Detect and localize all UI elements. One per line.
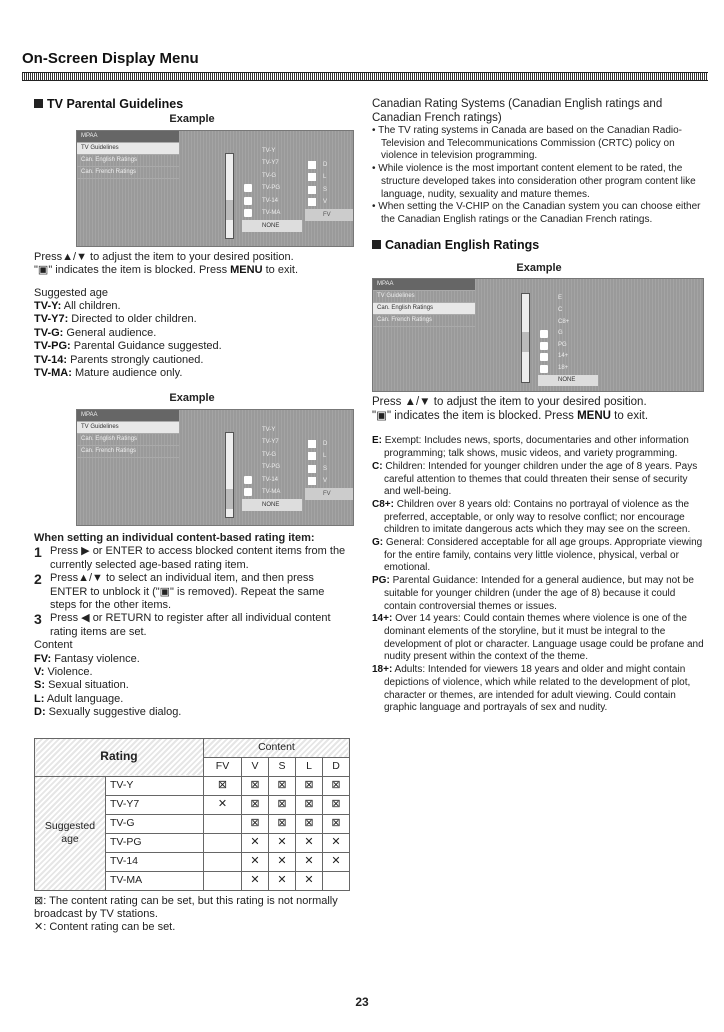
canadian-intro: Canadian Rating Systems (Canadian English ratings and Canadian French ratings) xyxy=(372,98,663,124)
step-1: 1 Press ▶ or ENTER to access blocked content items from the currently selected age-based rating item. xyxy=(34,544,346,571)
col-header: L xyxy=(296,757,323,776)
osd-menu-item: Can. English Ratings xyxy=(77,155,179,167)
square-bullet-icon xyxy=(372,240,381,249)
lock-icon xyxy=(308,465,316,473)
osd-list-item: NONE xyxy=(242,499,302,512)
osd-menu-item: MPAA xyxy=(77,410,179,422)
age-definition: TV-14: Parents strongly cautioned. xyxy=(34,353,204,366)
lock-icon xyxy=(540,353,548,361)
page-header: On-Screen Display Menu xyxy=(22,50,199,67)
rating-definition: E: Exempt: Includes news, sports, documentaries and other information programming; talk shows, music videos, and variety programming. xyxy=(372,435,689,460)
example-label: Example xyxy=(169,113,215,126)
up-down-arrows-icon: ▲/▼ xyxy=(62,250,87,263)
age-definition: TV-G: General audience. xyxy=(34,326,157,339)
osd-list-item: TV-MA xyxy=(242,207,302,220)
rating-definition: C8+: Children over 8 years old: Contains no portrayal of violence as the preferred, acceptable, or only way to resolve conflict; nor encourage children to imitate dangerous acts which they may see on the screen. xyxy=(372,498,691,536)
boxed-x-icon: ⊠ xyxy=(34,894,44,907)
up-down-arrows-icon: ▲/▼ xyxy=(404,396,431,409)
osd-list-item: TV-14 xyxy=(242,474,302,487)
lock-icon xyxy=(308,161,316,169)
press-instruction-2: Press ▲/▼ to adjust the item to your desired position. "▣" indicates the item is blocked. Press MENU to exit. xyxy=(372,396,649,422)
osd-content-item: S xyxy=(305,184,353,197)
osd-list-item: C xyxy=(558,307,563,314)
osd-slider xyxy=(521,293,530,383)
content-definition: D: Sexually suggestive dialog. xyxy=(34,706,182,719)
col-header: D xyxy=(322,757,349,776)
table-row: TV-G ⊠ ⊠ ⊠ ⊠ xyxy=(35,814,350,833)
lock-icon xyxy=(308,173,316,181)
lock-icon xyxy=(308,186,316,194)
table-note-2: ✕: Content rating can be set. xyxy=(34,921,176,934)
table-row: TV-PG ✕ ✕ ✕ ✕ xyxy=(35,833,350,852)
osd-list-item: TV-PG xyxy=(262,464,281,471)
osd-menu-item: Can. French Ratings xyxy=(77,167,179,179)
content-definition: V: Violence. xyxy=(34,665,93,678)
rating-table xyxy=(34,738,350,891)
osd-content-list xyxy=(305,438,353,501)
osd-menu-item: Can. French Ratings xyxy=(373,315,475,327)
osd-rating-list xyxy=(538,293,598,386)
right-column xyxy=(372,98,706,715)
osd-list-item: NONE xyxy=(538,375,598,387)
rating-definition: C: Children: Intended for younger children under the age of 8 years. Pays careful attention to themes that could threaten their sense of security and well-being. xyxy=(372,460,698,498)
rating-definition: 18+: Adults: Intended for viewers 18 years and older and might contain depictions of violence, which while related to the development of plot, character or themes, are intended for adult viewing. Could contain graphic language and portrayals of sex and nudity. xyxy=(372,664,691,714)
osd-menu-item: TV Guidelines xyxy=(77,422,179,434)
table-row: TV-MA ✕ ✕ ✕ xyxy=(35,871,350,890)
osd-list-item: TV-14 xyxy=(242,195,302,208)
osd-list-item: PG xyxy=(538,340,598,352)
lock-icon xyxy=(244,488,252,496)
osd-slider-knob xyxy=(226,200,233,220)
step-3: 3 Press ◀ or RETURN to register after all individual content rating items are set. xyxy=(34,611,331,638)
osd-content-item: FV xyxy=(305,209,353,222)
lock-icon xyxy=(244,476,252,484)
table-note-1: ⊠: The content rating can be set, but this rating is not normally broadcast by TV stations. xyxy=(34,894,338,920)
age-definition: TV-PG: Parental Guidance suggested. xyxy=(34,340,222,353)
content-heading: Content xyxy=(34,639,73,652)
bullet-item: • The TV rating systems in Canada are based on the Canadian Radio-Television and Telecommunications Commission (CRTC) policy on violence in television programming. xyxy=(372,125,682,162)
x-mark-icon: ✕ xyxy=(34,921,44,934)
rating-header: Rating xyxy=(35,738,204,776)
osd-list-item: 14+ xyxy=(538,351,598,363)
content-definition: FV: Fantasy violence. xyxy=(34,652,140,665)
osd-list-item: TV-Y7 xyxy=(262,439,279,446)
osd-screenshot-2 xyxy=(76,409,354,526)
lock-icon xyxy=(308,198,316,206)
col-header: S xyxy=(269,757,296,776)
osd-list-item: TV-Y xyxy=(262,147,276,154)
age-definition: TV-Y: All children. xyxy=(34,300,121,313)
page-number: 23 xyxy=(355,995,369,1009)
osd-content-item: D xyxy=(305,159,353,172)
osd-list-item: G xyxy=(538,328,598,340)
lock-icon xyxy=(540,330,548,338)
age-definition: TV-MA: Mature audience only. xyxy=(34,367,183,380)
table-row: TV-Y7 ✕ ⊠ ⊠ ⊠ ⊠ xyxy=(35,795,350,814)
osd-content-item: L xyxy=(305,171,353,184)
osd-menu-item: MPAA xyxy=(373,279,475,291)
rating-definition: 14+: Over 14 years: Could contain themes where violence is one of the dominant elements of the storyline, but it must be integral to the development of plot or character. Language usage could be profane and nudity present within the context of the theme. xyxy=(372,613,704,663)
lock-icon xyxy=(244,197,252,205)
osd-slider-knob xyxy=(522,332,529,352)
rating-definition: PG: Parental Guidance: Intended for a general audience, but may not be suitable for younger children (under the age of 8) because it could contain controversial themes or issues. xyxy=(372,575,694,612)
example-label: Example xyxy=(169,392,215,405)
osd-menu-item: TV Guidelines xyxy=(373,291,475,303)
table-row: TV-14 ✕ ✕ ✕ ✕ xyxy=(35,852,350,871)
age-definition: TV-Y7: Directed to older children. xyxy=(34,313,197,326)
osd-menu-item: Can. French Ratings xyxy=(77,446,179,458)
osd-slider xyxy=(225,153,234,239)
suggested-age-heading: Suggested age xyxy=(34,286,109,299)
when-setting-heading: When setting an individual content-based rating item: xyxy=(34,531,315,544)
lock-icon xyxy=(244,209,252,217)
square-bullet-icon xyxy=(34,99,43,108)
section-title-canadian-english: Canadian English Ratings xyxy=(372,239,706,252)
step-2: 2 Press▲/▼ to select an individual item, and then press ENTER to unblock it ("▣" is removed). Repeat the same steps for the other items. xyxy=(34,571,325,611)
rating-definition: G: General: Considered acceptable for all age groups. Appropriate viewing for the entire family, contains very little violence, physical, verbal or emotional. xyxy=(372,537,703,574)
osd-slider-knob xyxy=(226,489,233,509)
osd-rating-list xyxy=(242,145,302,233)
example-label: Example xyxy=(516,262,562,275)
osd-menu xyxy=(373,279,475,327)
content-definition: L: Adult language. xyxy=(34,692,124,705)
osd-list-item: 18+ xyxy=(538,363,598,375)
lock-icon: ▣ xyxy=(376,409,387,422)
suggested-age-label: Suggested age xyxy=(35,776,106,890)
osd-screenshot-3 xyxy=(372,278,704,392)
osd-content-item: V xyxy=(305,196,353,209)
osd-slider xyxy=(225,432,234,518)
osd-menu-item: Can. English Ratings xyxy=(373,303,475,315)
osd-content-item: FV xyxy=(305,488,353,501)
osd-menu xyxy=(77,131,179,179)
lock-icon xyxy=(308,452,316,460)
osd-list-item: TV-G xyxy=(262,451,277,458)
osd-screenshot-1 xyxy=(76,130,354,247)
osd-rating-list xyxy=(242,424,302,512)
col-header: FV xyxy=(203,757,241,776)
osd-content-item: S xyxy=(305,463,353,476)
osd-list-item: TV-Y xyxy=(262,426,276,433)
osd-content-item: V xyxy=(305,475,353,488)
osd-menu-item: Can. English Ratings xyxy=(77,434,179,446)
osd-list-item: TV-MA xyxy=(242,486,302,499)
osd-list-item: TV-PG xyxy=(242,182,302,195)
lock-icon xyxy=(308,440,316,448)
content-definition: S: Sexual situation. xyxy=(34,679,129,692)
left-column xyxy=(34,98,350,935)
col-header: V xyxy=(242,757,269,776)
osd-list-item: TV-Y7 xyxy=(262,160,279,167)
header-rule xyxy=(22,72,708,81)
osd-content-list xyxy=(305,159,353,222)
press-instruction-1: Press▲/▼ to adjust the item to your desired position. "▣" indicates the item is blocked. Press MENU to exit. xyxy=(34,250,298,277)
osd-content-item: D xyxy=(305,438,353,451)
lock-icon: ▣ xyxy=(37,264,49,277)
osd-list-item: E xyxy=(558,295,563,302)
table-row: Suggested age TV-Y ⊠ ⊠ ⊠ ⊠ ⊠ xyxy=(35,776,350,795)
osd-menu-item: TV Guidelines xyxy=(77,143,179,155)
lock-icon xyxy=(540,342,548,350)
lock-icon xyxy=(540,365,548,373)
osd-menu xyxy=(77,410,179,458)
osd-menu-item: MPAA xyxy=(77,131,179,143)
bullet-item: • When setting the V-CHIP on the Canadian system you can choose either the Canadian English ratings or the Canadian French ratings. xyxy=(372,201,701,225)
content-header: Content xyxy=(203,738,349,757)
section-title-tv-parental: TV Parental Guidelines xyxy=(34,98,350,111)
osd-list-item: NONE xyxy=(242,220,302,233)
osd-content-item: L xyxy=(305,450,353,463)
lock-icon xyxy=(244,184,252,192)
lock-icon xyxy=(308,477,316,485)
osd-list-item: TV-G xyxy=(262,172,277,179)
bullet-item: • While violence is the most important content element to be rated, the structure developed takes into consideration other program content like language, nudity, sexuality and mature themes. xyxy=(372,163,696,200)
osd-list-item: C8+ xyxy=(558,318,570,325)
